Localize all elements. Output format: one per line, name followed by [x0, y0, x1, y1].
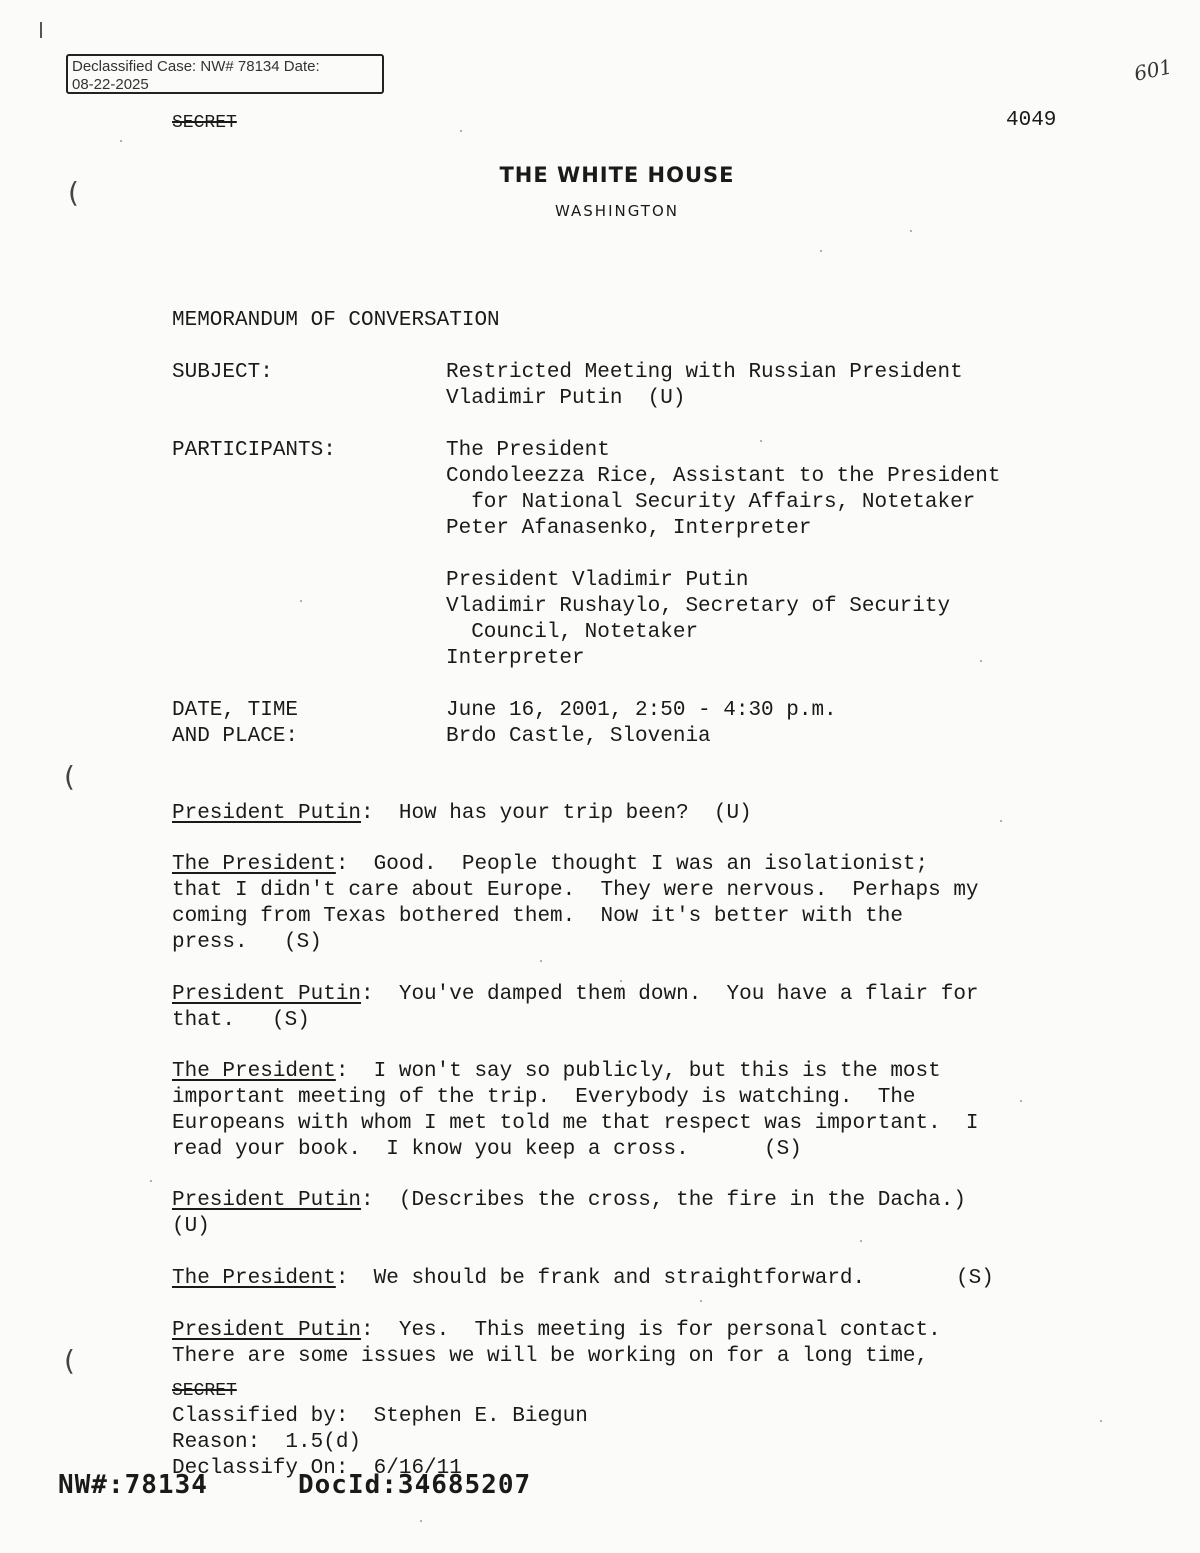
participant-ru-2: Vladimir Rushaylo, Secretary of Security — [446, 595, 951, 618]
margin-tick-mark — [40, 22, 42, 38]
top-classification: SECRET — [172, 113, 237, 133]
speaker-name: The President — [172, 1267, 336, 1290]
memo-title: MEMORANDUM OF CONVERSATION — [172, 309, 500, 332]
dialogue-line: that I didn't care about Europe. They were nervous. Perhaps my — [172, 879, 979, 902]
datetime-label-1: DATE, TIME — [172, 699, 299, 722]
dialogue-entry-5: President Putin: (Describes the cross, the fire in the Dacha.) — [172, 1189, 966, 1212]
margin-bracket-mark: ( — [64, 1344, 75, 1377]
datetime-value: June 16, 2001, 2:50 - 4:30 p.m. — [446, 699, 837, 722]
dialogue-entry-1: President Putin: How has your trip been? (U) — [172, 802, 752, 825]
scan-speck — [980, 660, 982, 662]
participants-label: PARTICIPANTS: — [172, 439, 336, 462]
participant-us-3: for National Security Affairs, Notetaker — [446, 491, 976, 514]
margin-bracket-mark: ( — [64, 760, 75, 793]
declassification-stamp — [66, 54, 384, 94]
dialogue-line: You've damped them down. You have a flair for — [398, 983, 979, 1006]
dialogue-line: Good. People thought I was an isolationist; — [373, 853, 929, 876]
classification-marker: (S) — [764, 1138, 802, 1161]
scan-speck — [420, 1520, 422, 1522]
speaker-name: President Putin — [172, 1319, 362, 1342]
dialogue-line: Yes. This meeting is for personal contact. — [398, 1319, 941, 1342]
scan-speck — [910, 230, 912, 232]
scan-speck — [620, 980, 622, 982]
bottom-classification: SECRET — [172, 1381, 237, 1401]
subject-line-2: Vladimir Putin (U) — [446, 387, 686, 410]
margin-bracket-mark: ( — [68, 176, 79, 209]
scan-speck — [700, 1300, 702, 1302]
dialogue-line: I won't say so publicly, but this is the most — [373, 1060, 941, 1083]
letterhead-subtitle: WASHINGTON — [555, 202, 679, 220]
dialogue-entry-3: President Putin: You've damped them down. You have a flair for — [172, 983, 979, 1006]
declassify-on: Declassify On: 6/16/11 — [172, 1457, 462, 1480]
subject-line-1: Restricted Meeting with Russian President — [446, 361, 963, 384]
scan-speck — [860, 1240, 862, 1242]
dialogue-line: We should be frank and straightforward. — [373, 1267, 866, 1290]
scan-speck — [540, 960, 542, 962]
dialogue-entry-2: The President: Good. People thought I was an isolationist; — [172, 853, 929, 876]
dialogue-line: There are some issues we will be working on for a long time, — [172, 1345, 929, 1368]
speaker-name: The President — [172, 1060, 336, 1083]
classified-by: Classified by: Stephen E. Biegun — [172, 1405, 588, 1428]
scan-speck — [820, 250, 822, 252]
speaker-name: President Putin — [172, 802, 362, 825]
dialogue-line: (U) — [172, 1215, 210, 1238]
dialogue-line: Europeans with whom I met told me that respect was important. I — [172, 1112, 979, 1135]
handwritten-page-note: 601 — [1131, 54, 1175, 86]
dialogue-entry-4: The President: I won't say so publicly, but this is the most — [172, 1060, 941, 1083]
subject-label: SUBJECT: — [172, 361, 273, 384]
participant-ru-4: Interpreter — [446, 647, 585, 670]
dialogue-entry-6: The President: We should be frank and straightforward. — [172, 1267, 866, 1290]
dialogue-line: important meeting of the trip. Everybody is watching. The — [172, 1086, 916, 1109]
datetime-label-2: AND PLACE: — [172, 725, 299, 748]
participant-us-2: Condoleezza Rice, Assistant to the President — [446, 465, 1001, 488]
scan-speck — [300, 600, 302, 602]
classification-reason: Reason: 1.5(d) — [172, 1431, 362, 1454]
stamp-line-2: 08-22-2025 — [72, 76, 149, 93]
participant-ru-3: Council, Notetaker — [446, 621, 699, 644]
speaker-name: President Putin — [172, 1189, 362, 1212]
dialogue-line: read your book. I know you keep a cross. — [172, 1138, 689, 1161]
participant-ru-1: President Vladimir Putin — [446, 569, 749, 592]
scan-speck — [460, 130, 462, 132]
scan-speck — [760, 440, 762, 442]
classification-marker: (S) — [272, 1009, 310, 1032]
scan-speck — [150, 1180, 152, 1182]
speaker-name: President Putin — [172, 983, 362, 1006]
dialogue-line: (Describes the cross, the fire in the Dacha.) — [398, 1189, 966, 1212]
dialogue-line: press. — [172, 931, 248, 954]
scan-speck — [1000, 820, 1002, 822]
dialogue-line: How has your trip been? (U) — [398, 802, 752, 825]
scan-speck — [1020, 1100, 1022, 1102]
document-number: 4049 — [1006, 109, 1057, 132]
dialogue-entry-7: President Putin: Yes. This meeting is for personal contact. — [172, 1319, 941, 1342]
stamp-line-1: Declassified Case: NW# 78134 Date: — [72, 58, 320, 75]
classification-marker: (S) — [956, 1267, 994, 1290]
participant-us-4: Peter Afanasenko, Interpreter — [446, 517, 812, 540]
place-value: Brdo Castle, Slovenia — [446, 725, 711, 748]
participant-us-1: The President — [446, 439, 610, 462]
dialogue-line: coming from Texas bothered them. Now it's better with the — [172, 905, 903, 928]
scan-speck — [120, 140, 122, 142]
letterhead-title: THE WHITE HOUSE — [499, 163, 735, 187]
speaker-name: The President — [172, 853, 336, 876]
scan-speck — [1100, 1420, 1102, 1422]
footer-nw-number: NW#:78134 — [58, 1470, 208, 1500]
classification-marker: (S) — [284, 931, 322, 954]
footer-doc-id: DocId:34685207 — [298, 1470, 532, 1500]
dialogue-line: that. — [172, 1009, 236, 1032]
